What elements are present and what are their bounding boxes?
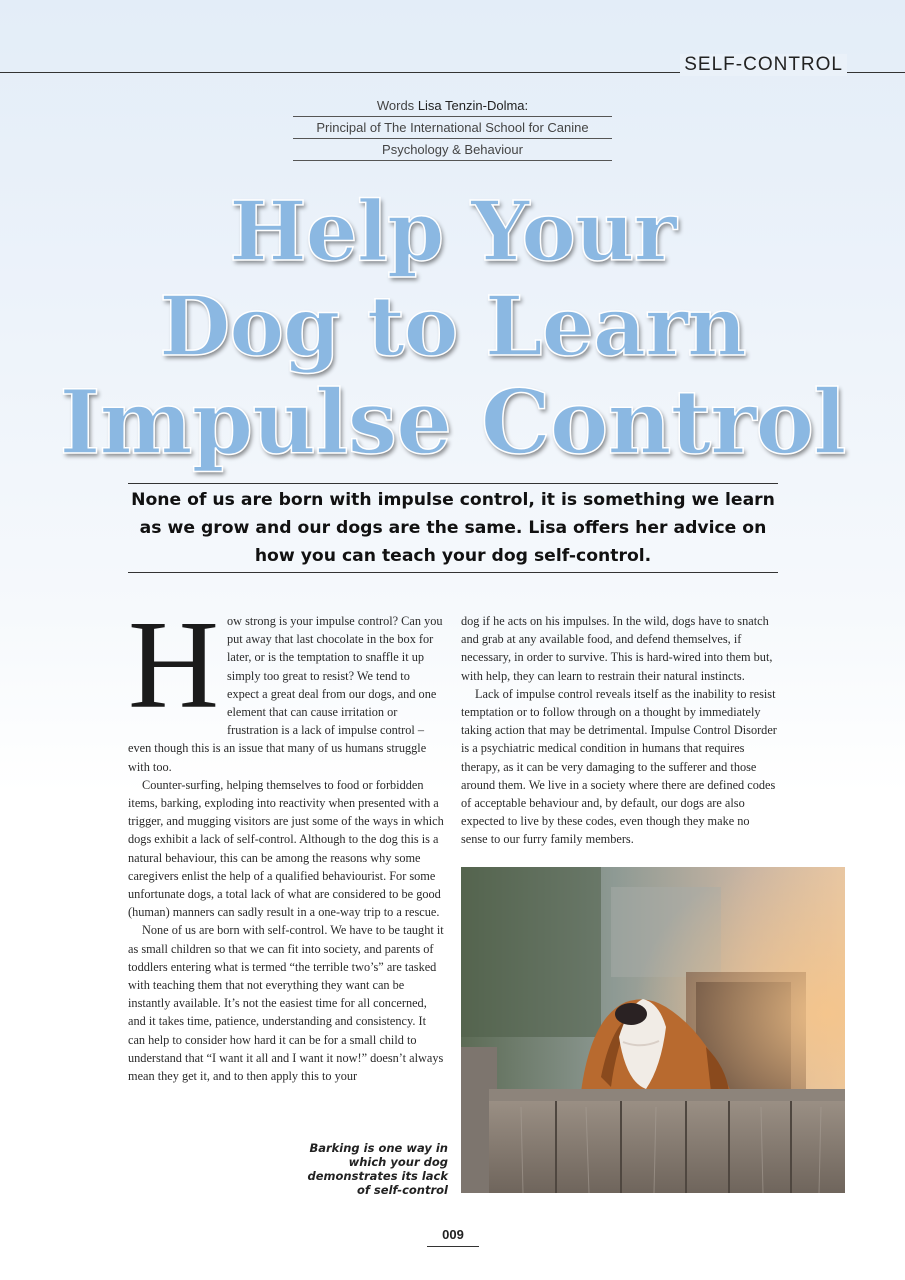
dog-photo <box>461 867 845 1193</box>
drop-cap: H <box>128 596 219 735</box>
body-paragraph-2: Counter-surfing, helping themselves to food or forbidden items, barking, exploding into reactivity when presented with a trigger, and mugging visitors are just some of the ways in which dogs exhibit a lack of self-control. Although to the dog this is a natural behaviour, this can be among the reasons why some caregivers enlist the help of a qualified behaviourist. For some unfortunate dogs, a total lack of what are considered to be good (human) manners can sadly result in a one-way trip to a rescue. <box>128 777 444 920</box>
body-paragraph-1-text: ow strong is your impulse control? Can you put away that last chocolate in the box for later, or is the temptation to snaffle it up simply too great to resist? We tend to expect a great deal from our dogs, and one element that can cause irritation or frustration is a lack of impulse control – even though this is an issue that many of us humans struggle with too. <box>128 614 443 774</box>
byline-author: Lisa Tenzin-Dolma: <box>417 98 529 113</box>
body-paragraph-5: Lack of impulse control reveals itself as the inability to resist temptation or to follow through on a thought by immediately taking action that may be detrimental. Impulse Control Disorder is a psychiatric medical condition in humans that requires therapy, as it can be very damaging to the sufferer and those around them. We live in a society where there are defined codes of acceptable behaviour and, by default, our dogs are also expected to live by these codes, even though they make no sense to our furry family members. <box>461 686 777 847</box>
byline <box>293 95 612 161</box>
body-paragraph-1 <box>128 596 444 776</box>
title-line-2: Dog to Learn <box>159 279 746 375</box>
body-paragraph-4: dog if he acts on his impulses. In the wild, dogs have to snatch and grab at any available food, and defend themselves, if necessary, in order to survive. This is hard-wired into them but, with help, they can learn to restrain their natural instincts. <box>461 614 773 683</box>
dog-over-fence-illustration <box>461 867 845 1193</box>
page-number: 009 <box>427 1227 479 1247</box>
article-title <box>0 184 905 474</box>
body-paragraph-3: None of us are born with self-control. We have to be taught it as small children so that we can fit into society, and parents of toddlers entering what is termed “the terrible two’s” are tasked with teaching them that not everything they want can be instantly available. It’s not the easiest time for all concerned, and it takes time, patience, understanding and consistency. It can help to consider how hard it can be for a small child to understand that “I want it all and I want it now!” doesn’t always mean they get it, and to then apply this to your <box>128 923 444 1084</box>
byline-words-label: Words <box>376 98 415 113</box>
section-label: SELF-CONTROL <box>680 54 847 76</box>
body-column-right <box>461 612 777 849</box>
title-line-1: Help Your <box>229 184 676 280</box>
standfirst-bottom-rule <box>128 572 778 573</box>
byline-author-line <box>293 95 612 117</box>
title-line-3: Impulse Control <box>59 370 846 474</box>
standfirst: None of us are born with impulse control, it is something we learn as we grow and our dogs are the same. Lisa offers her advice on how you can teach your dog self-control. <box>131 490 775 566</box>
byline-role-line2: Psychology & Behaviour <box>293 139 612 161</box>
byline-role-line1: Principal of The International School for Canine <box>293 117 612 139</box>
standfirst-top-rule <box>128 483 778 484</box>
photo-caption: Barking is one way in which your dog demonstrates its lack of self-control <box>307 1141 448 1197</box>
body-column-left <box>128 596 444 1085</box>
